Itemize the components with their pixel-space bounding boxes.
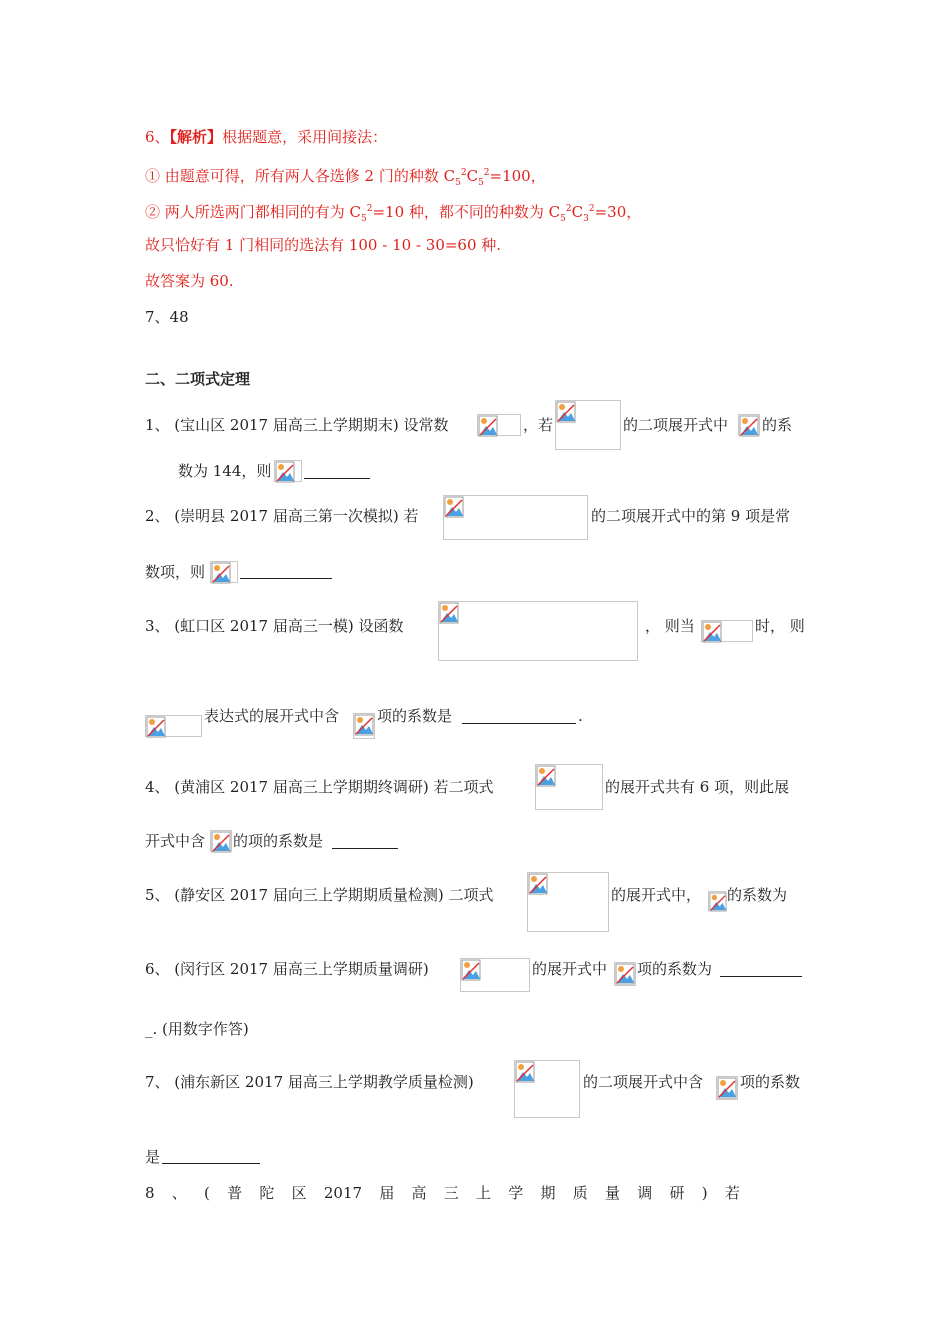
formula-image [443,495,588,540]
formula-image [708,891,726,911]
q8-char: 陀 [259,1184,275,1202]
q5-text-c: 的系数为 [727,886,788,904]
formula-image [274,460,302,482]
answer-blank [304,478,370,479]
q1-text-b: ，若 [523,416,554,434]
q8-tail: 若 [724,1184,740,1202]
q8-char: ( [204,1184,210,1202]
q8-char: 高 [411,1184,427,1202]
broken-image-icon [146,716,166,738]
q2-text-a: 2、 (崇明县 2017 届高三第一次模拟) 若 [145,507,419,525]
q8-char: ) [701,1184,708,1202]
formula-image [716,1076,738,1100]
solution-6-heading: 6、【解析】根据题意，采用间接法： [145,128,388,146]
formula-image [555,400,621,450]
q8-char: 区 [291,1184,307,1202]
solution-6-answer: 故答案为 60. [145,272,234,290]
q4-text-c: 开式中含 [145,832,206,850]
formula-image [210,830,232,852]
q8-char: 普 [227,1184,243,1202]
solution-6-step-3: 故只恰好有 1 门相同的选法有 100 - 10 - 30=60 种. [145,236,502,254]
q6-text-c: 项的系数为 [637,960,713,978]
broken-image-icon [556,401,576,423]
broken-image-icon [211,831,231,853]
formula-image [514,1060,580,1118]
formula-image [477,414,521,436]
q6-text-b: 的展开式中 [532,960,608,978]
q8-char: 2017 [323,1184,363,1202]
q3-text-e: 项的系数是 [377,707,453,725]
broken-image-icon [702,621,722,643]
broken-image-icon [515,1061,535,1083]
q5-text-b: 的展开式中， [611,886,702,904]
q3-text-d: 表达式的展开式中含 [204,707,340,725]
broken-image-icon [536,765,556,787]
q8-char: 8 [145,1184,155,1202]
q1-text-e: 数为 144，则 [178,462,272,480]
broken-image-icon [528,873,548,895]
q7-text-a: 7、 (浦东新区 2017 届高三上学期教学质量检测) [145,1073,474,1091]
q3-text-b: ， 则当 [645,617,695,635]
formula-image [527,872,609,932]
q7-text-b: 的二项展开式中含 [583,1073,704,1091]
q8-char: 量 [605,1184,621,1202]
formula-image [145,715,202,737]
broken-image-icon [275,461,295,483]
formula-image [353,713,375,739]
q8-spread-text [145,1182,740,1204]
q8-char: 调 [637,1184,653,1202]
q8-char: 上 [476,1184,492,1202]
q3-text-f: . [578,707,583,725]
q7-text-d: 是 [145,1148,161,1166]
answer-blank [462,723,576,724]
q3-text-a: 3、 (虹口区 2017 届高三一模) 设函数 [145,617,404,635]
q3-text-c: 时， 则 [755,617,805,635]
q4-text-d: 的项的系数是 [233,832,324,850]
broken-image-icon [354,714,374,736]
q6-text-d: _. (用数字作答) [145,1020,249,1038]
broken-image-icon [739,415,759,437]
q4-text-a: 4、 (黄浦区 2017 届高三上学期期终调研) 若二项式 [145,778,494,796]
answer-blank [240,578,332,579]
q8-char: 期 [540,1184,556,1202]
section-title: 二、二项式定理 [145,370,251,388]
formula-image [438,601,638,661]
solution-6-step-2: ② 两人所选两门都相同的有为 $C_5^2=10$ 种，都不同的种数为 $C_5^2C_3^2=30$， [145,203,642,224]
q1-text-c: 的二项展开式中 [623,416,729,434]
q8-char: 、 [171,1184,187,1202]
broken-image-icon [709,892,727,912]
q6-text-a: 6、 (闵行区 2017 届高三上学期质量调研) [145,960,429,978]
broken-image-icon [211,562,231,584]
answer-7: 7、48 [145,308,189,326]
answer-blank [332,848,398,849]
broken-image-icon [439,602,459,624]
formula-image [701,620,753,642]
broken-image-icon [461,959,481,981]
q1-text-d: 的系 [762,416,793,434]
formula-image [614,962,636,986]
formula-image [460,958,530,992]
q8-line [145,1182,740,1204]
q5-text-a: 5、 (静安区 2017 届向三上学期期质量检测) 二项式 [145,886,494,904]
q2-text-c: 数项，则 [145,563,206,581]
broken-image-icon [478,415,498,437]
answer-blank [720,976,802,977]
formula-image [210,561,238,583]
q8-char: 届 [379,1184,395,1202]
q4-text-b: 的展开式共有 6 项，则此展 [605,778,790,796]
q7-text-c: 项的系数 [740,1073,801,1091]
broken-image-icon [717,1077,737,1099]
solution-6-step-1: ① 由题意可得，所有两人各选修 2 门的种数 $C_5^2C_5^2=100$， [145,167,546,188]
q8-char: 质 [572,1184,588,1202]
formula-image [535,764,603,810]
broken-image-icon [615,963,635,985]
q8-char: 研 [669,1184,685,1202]
q8-char: 学 [508,1184,524,1202]
formula-image [738,414,760,436]
q2-text-b: 的二项展开式中的第 9 项是常 [591,507,791,525]
q8-char: 三 [443,1184,459,1202]
answer-blank [162,1163,260,1164]
broken-image-icon [444,496,464,518]
q1-text-a: 1、 (宝山区 2017 届高三上学期期末) 设常数 [145,416,449,434]
